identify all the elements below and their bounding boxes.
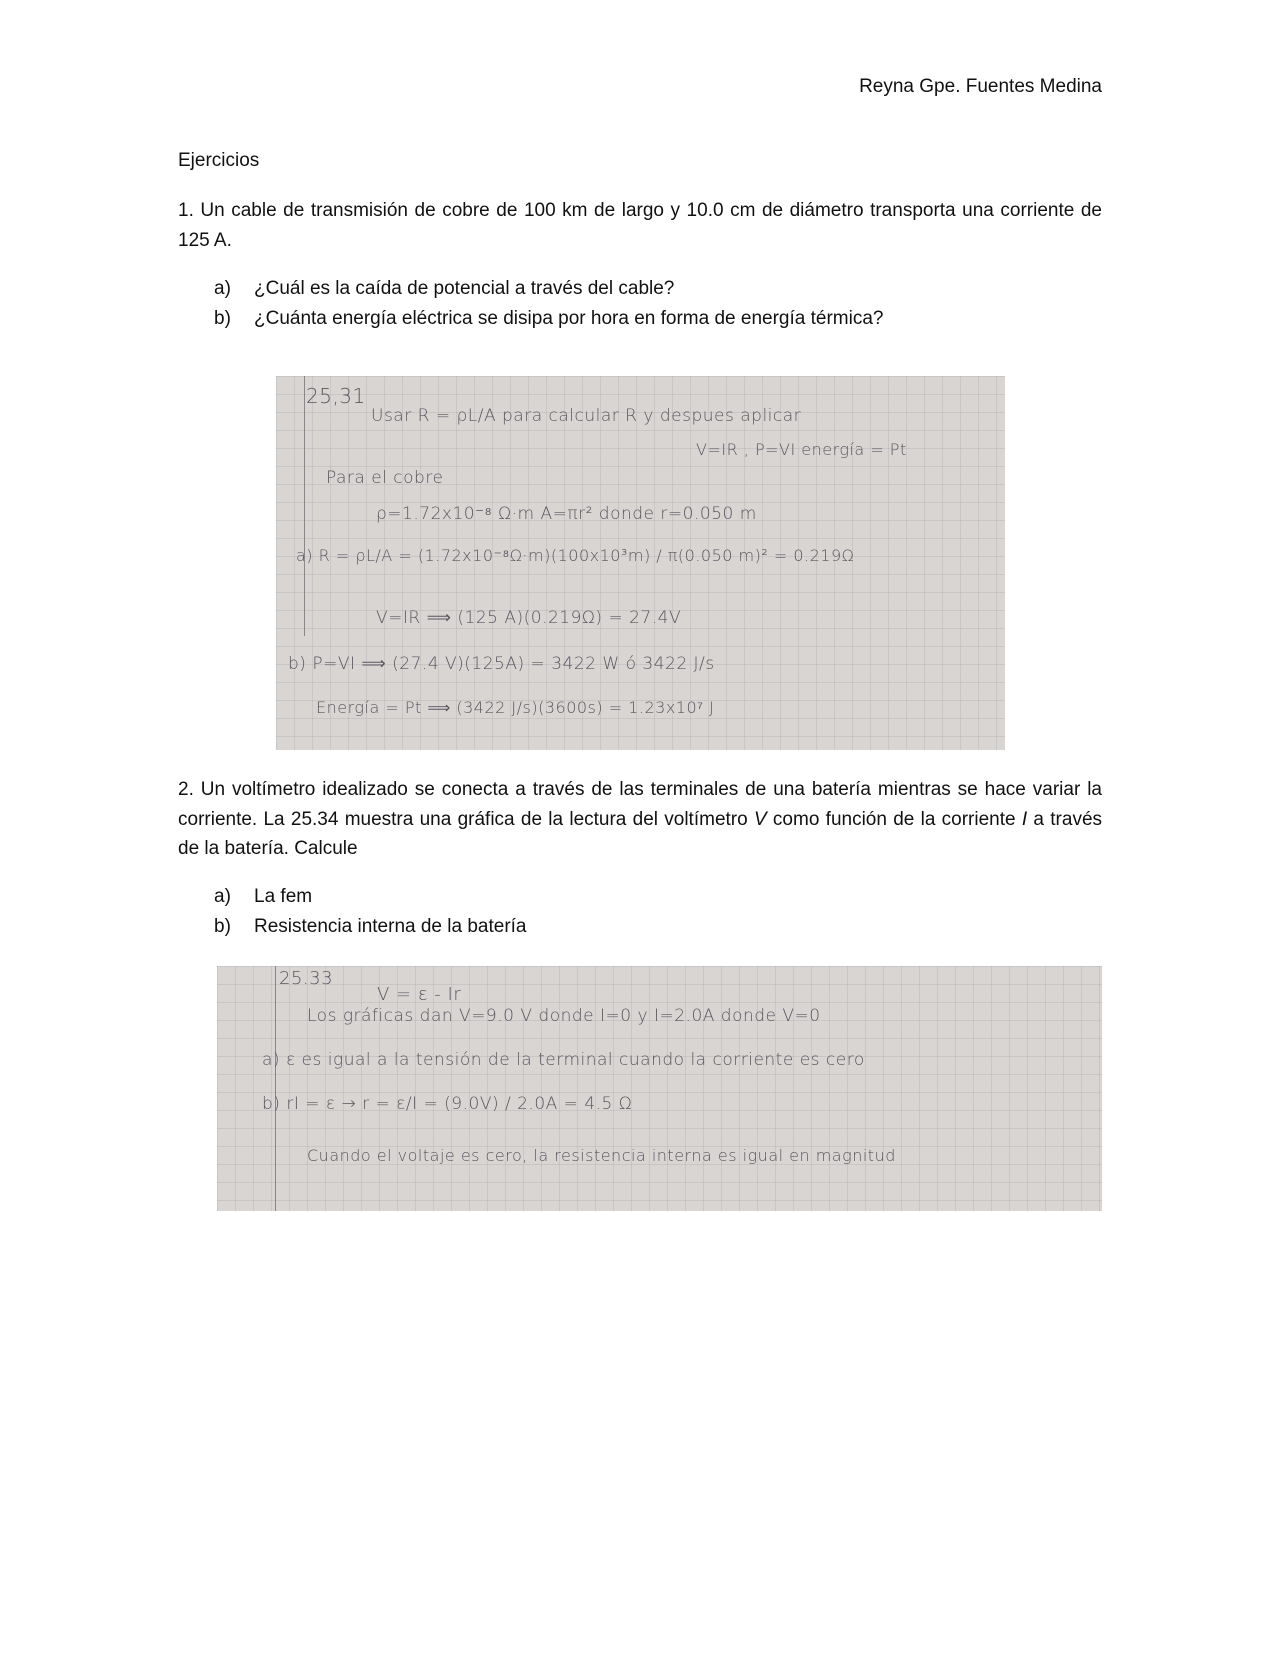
hw-line: Cuando el voltaje es cero, la resistencia interna es igual en magnitud xyxy=(307,1146,896,1165)
list-text: Resistencia interna de la batería xyxy=(254,916,527,937)
hw-line: V=IR , P=VI energía = Pt xyxy=(696,440,907,459)
hw-line: Energía = Pt ⟹ (3422 J/s)(3600s) = 1.23x10⁷ J xyxy=(316,698,715,717)
statement-text: a través de la batería. Calcule xyxy=(178,808,1103,859)
section-title: Ejercicios xyxy=(178,150,260,171)
list-marker: b) xyxy=(214,308,231,329)
exercise-2-statement xyxy=(178,775,1102,864)
hw-line: Usar R = ρL/A para calcular R y despues aplicar xyxy=(371,406,802,426)
hw-line: b) rI = ε → r = ε/I = (9.0V) / 2.0A = 4.5 Ω xyxy=(262,1094,633,1114)
author-header: Reyna Gpe. Fuentes Medina xyxy=(859,76,1102,97)
variable-v: V xyxy=(753,808,767,830)
list-marker: a) xyxy=(214,278,231,299)
handwritten-solution-2-photo xyxy=(217,966,1102,1211)
list-text: ¿Cuál es la caída de potencial a través del cable? xyxy=(254,278,675,299)
hw-number: 25,31 xyxy=(306,384,366,408)
exercise-1-item-b xyxy=(214,304,883,334)
statement-text: como función de la corriente xyxy=(766,808,1022,830)
exercise-2-item-a xyxy=(214,882,312,912)
hw-line: ρ=1.72x10⁻⁸ Ω·m A=πr² donde r=0.050 m xyxy=(376,504,757,524)
hw-line: a) R = ρL/A = (1.72x10⁻⁸Ω·m)(100x10³m) / π(0.050 m)² = 0.219Ω xyxy=(296,546,855,565)
hw-line: V=IR ⟹ (125 A)(0.219Ω) = 27.4V xyxy=(376,608,682,628)
exercise-1-item-a xyxy=(214,274,674,304)
list-marker: b) xyxy=(214,916,231,937)
hw-line: a) ε es igual a la tensión de la terminal cuando la corriente es cero xyxy=(262,1050,865,1070)
hw-number: 25.33 xyxy=(279,968,334,989)
hw-line: Para el cobre xyxy=(326,468,444,488)
hw-line: V = ε - Ir xyxy=(377,984,462,1005)
exercise-2-item-b xyxy=(214,912,527,942)
hw-line: Los gráficas dan V=9.0 V donde I=0 y I=2.0A donde V=0 xyxy=(307,1006,821,1026)
list-marker: a) xyxy=(214,886,231,907)
variable-i: I xyxy=(1021,808,1028,830)
exercise-1-statement: 1. Un cable de transmisión de cobre de 100 km de largo y 10.0 cm de diámetro transporta una corriente de 125 A. xyxy=(178,200,1102,251)
statement-text: 2. Un voltímetro idealizado se conecta a través de las terminales de una batería mientras se hace variar la corriente. La 25.34 muestra una gráfica de la lectura del voltímetro xyxy=(178,779,1102,830)
list-text: La fem xyxy=(254,886,313,907)
hw-line: b) P=VI ⟹ (27.4 V)(125A) = 3422 W ó 3422 J/s xyxy=(288,654,715,674)
handwritten-solution-1-photo xyxy=(276,376,1005,750)
list-text: ¿Cuánta energía eléctrica se disipa por hora en forma de energía térmica? xyxy=(254,308,884,329)
